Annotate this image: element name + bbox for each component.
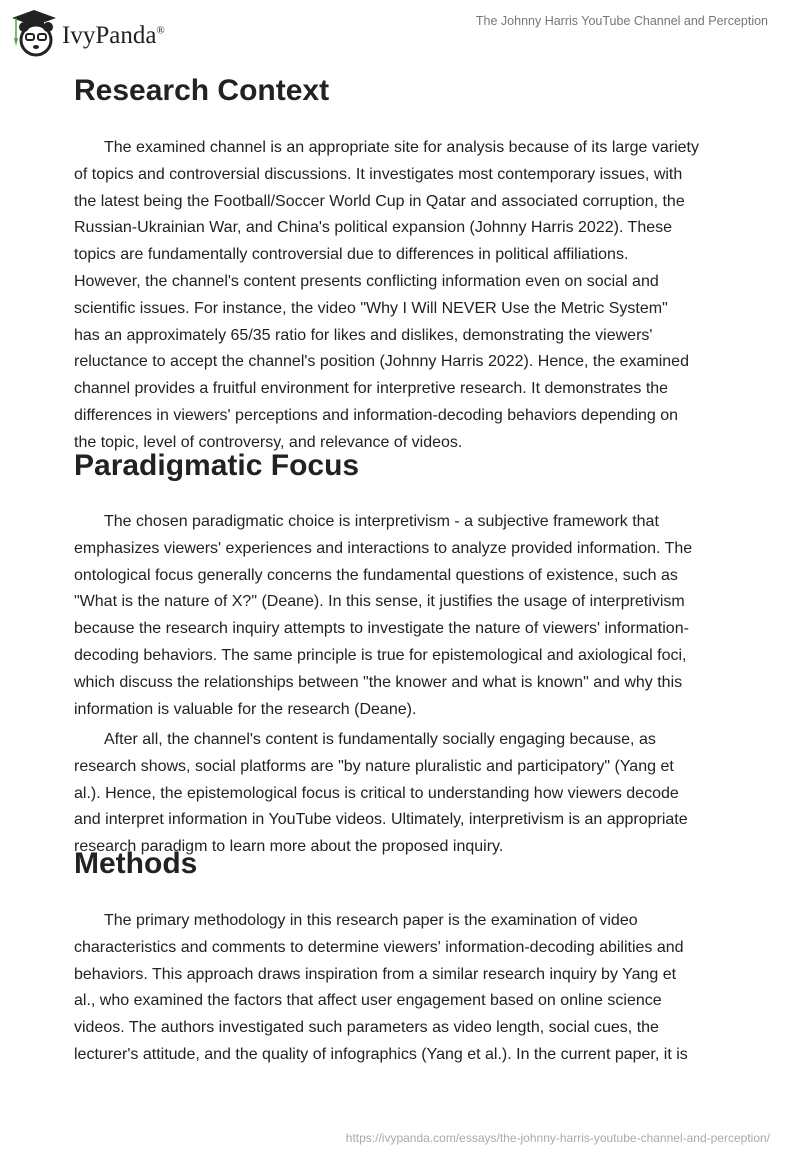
text-line: because the research inquiry attempts to investigate the nature of viewers' information- (74, 620, 689, 638)
source-url[interactable]: https://ivypanda.com/essays/the-johnny-harris-youtube-channel-and-perception/ (345, 1131, 770, 1145)
text-line: However, the channel's content presents conflicting information even on social and (74, 272, 659, 290)
ivypanda-logo[interactable] (12, 8, 165, 58)
text-line: research shows, social platforms are "by nature pluralistic and participatory" (Yang et (74, 757, 674, 775)
text-line: research paradigm to learn more about the proposed inquiry. (74, 838, 504, 856)
text-line: the topic, level of controversy, and relevance of videos. (74, 433, 463, 451)
paragraph (74, 135, 734, 457)
text-line: The chosen paradigmatic choice is interpretivism - a subjective framework that (104, 513, 659, 530)
text-line: emphasizes viewers' experiences and interactions to analyze provided information. The (74, 539, 693, 557)
text-line: reluctance to accept the channel's position (Johnny Harris 2022). Hence, the examined (74, 353, 689, 371)
text-line: videos. The authors investigated such parameters as video length, social cues, the (74, 1019, 659, 1037)
text-line: ontological focus generally concerns the fundamental questions of existence, such as (74, 566, 678, 584)
section-heading-paradigmatic-focus: Paradigmatic Focus (74, 449, 360, 482)
text-line: The primary methodology in this research paper is the examination of video (104, 912, 638, 929)
text-line: scientific issues. For instance, the video "Why I Will NEVER Use the Metric System" (74, 299, 668, 317)
text-line: "What is the nature of X?" (Deane). In this sense, it justifies the usage of interpretivism (74, 593, 685, 611)
section-heading-research-context: Research Context (74, 74, 330, 107)
paragraph (74, 509, 734, 723)
text-line: information is valuable for the research (Deane). (74, 700, 417, 718)
text-line: lecturer's attitude, and the quality of infographics (Yang et al.). In the current paper, it is (74, 1045, 688, 1063)
text-line: al.). Hence, the epistemological focus is critical to understanding how viewers decode (74, 784, 679, 802)
text-line: After all, the channel's content is fundamentally socially engaging because, as (104, 731, 656, 748)
text-line: behaviors. This approach draws inspiration from a similar research inquiry by Yang et (74, 965, 677, 983)
text-line: and interpret information in YouTube videos. Ultimately, interpretivism is an appropriate (74, 811, 688, 829)
text-line: decoding behaviors. The same principle is true for epistemological and axiological foci, (74, 646, 687, 664)
text-line: which discuss the relationships between "the knower and what is known" and why this (74, 673, 683, 691)
text-line: differences in viewers' perceptions and information-decoding behaviors depending on (74, 406, 679, 424)
section-heading-methods: Methods (74, 847, 198, 880)
paragraph (74, 727, 734, 861)
document-title: The Johnny Harris YouTube Channel and Perception (475, 14, 768, 28)
text-line: the latest being the Football/Soccer World Cup in Qatar and associated corruption, the (74, 192, 685, 210)
paragraph (74, 908, 734, 1069)
text-line: Russian-Ukrainian War, and China's political expansion (Johnny Harris 2022). These (74, 219, 673, 237)
text-line: has an approximately 65/35 ratio for likes and dislikes, demonstrating the viewers' (74, 326, 653, 344)
logo-text: IvyPanda® (62, 22, 165, 49)
text-line: topics are fundamentally controversial due to differences in political affiliations. (74, 246, 629, 264)
text-line: The examined channel is an appropriate site for analysis because of its large variety (104, 139, 699, 156)
text-line: of topics and controversial discussions. It investigates most contemporary issues, with (74, 165, 683, 183)
panda-logo-icon (12, 8, 56, 58)
text-line: channel provides a fruitful environment for interpretive research. It demonstrates the (74, 380, 669, 398)
text-line: characteristics and comments to determine viewers' information-decoding abilities and (74, 938, 684, 956)
text-line: al., who examined the factors that affect user engagement based on online science (74, 992, 662, 1010)
